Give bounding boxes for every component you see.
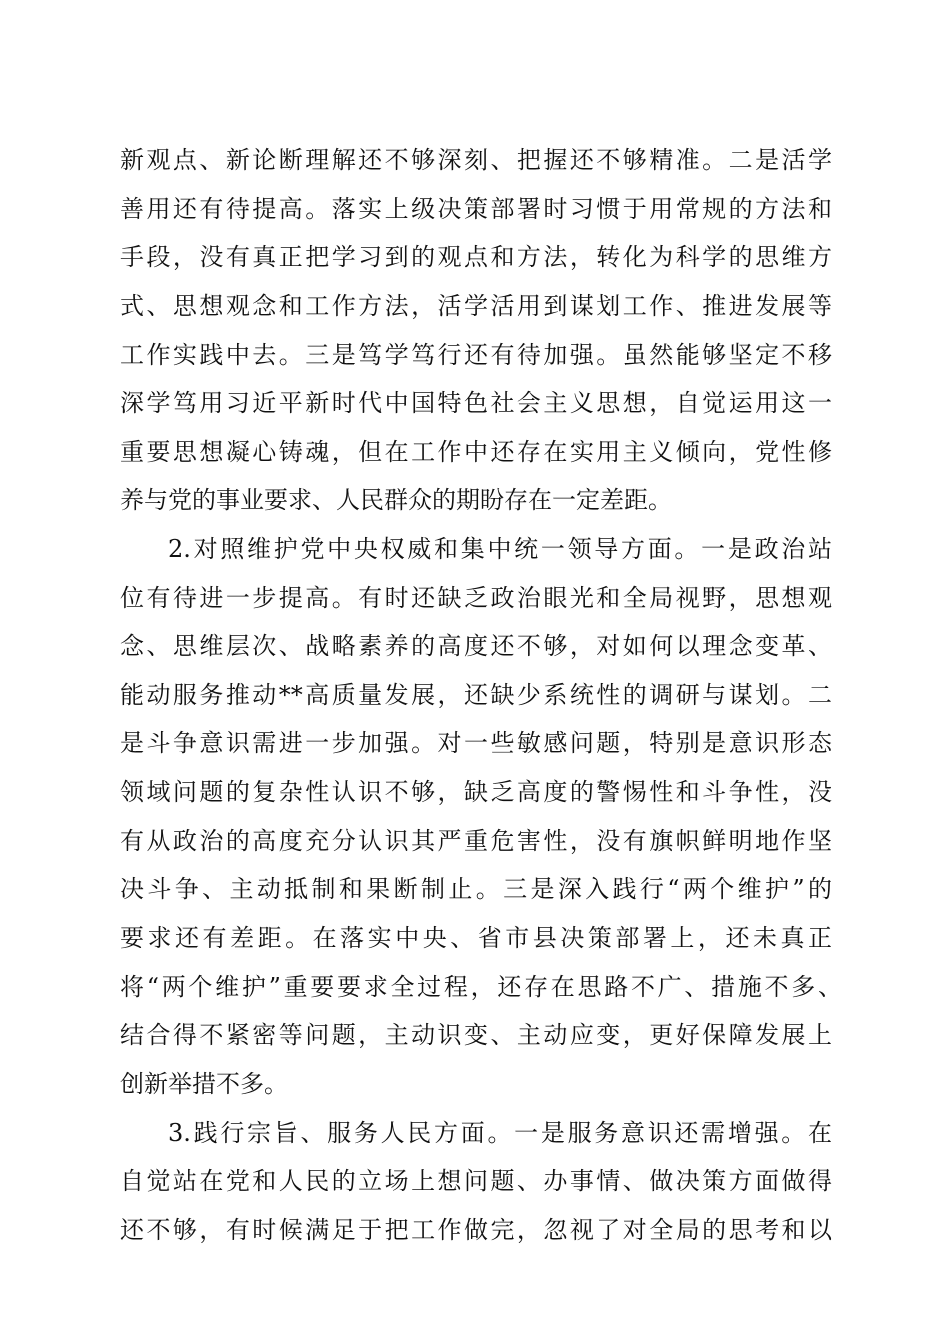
text-line: 是斗争意识需进一步加强。对一些敏感问题，特别是意识形态 <box>120 729 832 757</box>
text-line: 决斗争、主动抵制和果断制止。三是深入践行“两个维护”的 <box>120 875 832 903</box>
text-line: 念、思维层次、战略素养的高度还不够，对如何以理念变革、 <box>120 632 832 660</box>
text-line: 有从政治的高度充分认识其严重危害性，没有旗帜鲜明地作坚 <box>120 827 832 855</box>
text-line: 养与党的事业要求、人民群众的期盼存在一定差距。 <box>120 486 672 514</box>
text-line: 式、思想观念和工作方法，活学活用到谋划工作、推进发展等 <box>120 292 832 320</box>
paragraph-heading-line: 3.践行宗旨、服务人民方面。一是服务意识还需增强。在 <box>168 1119 832 1147</box>
text-line: 将“两个维护”重要要求全过程，还存在思路不广、措施不多、 <box>120 973 842 1001</box>
text-line: 领域问题的复杂性认识不够，缺乏高度的警惕性和斗争性，没 <box>120 778 832 806</box>
text-line: 手段，没有真正把学习到的观点和方法，转化为科学的思维方 <box>120 243 832 271</box>
text-line: 工作实践中去。三是笃学笃行还有待加强。虽然能够坚定不移 <box>120 341 832 369</box>
text-line: 结合得不紧密等问题，主动识变、主动应变，更好保障发展上 <box>120 1021 832 1049</box>
text-line: 创新举措不多。 <box>120 1070 288 1098</box>
text-line: 能动服务推动**高质量发展，还缺少系统性的调研与谋划。二 <box>120 681 832 709</box>
text-line: 自觉站在党和人民的立场上想问题、办事情、做决策方面做得 <box>120 1167 832 1195</box>
text-line: 位有待进一步提高。有时还缺乏政治眼光和全局视野，思想观 <box>120 584 832 612</box>
text-line: 深学笃用习近平新时代中国特色社会主义思想，自觉运用这一 <box>120 389 832 417</box>
text-line: 新观点、新论断理解还不够深刻、把握还不够精准。二是活学 <box>120 146 832 174</box>
text-line: 善用还有待提高。落实上级决策部署时习惯于用常规的方法和 <box>120 195 832 223</box>
text-line: 重要思想凝心铸魂，但在工作中还存在实用主义倾向，党性修 <box>120 438 832 466</box>
paragraph-heading-line: 2.对照维护党中央权威和集中统一领导方面。一是政治站 <box>168 535 832 563</box>
text-line: 要求还有差距。在落实中央、省市县决策部署上，还未真正 <box>120 924 832 952</box>
text-line: 还不够，有时候满足于把工作做完，忽视了对全局的思考和以 <box>120 1216 832 1244</box>
